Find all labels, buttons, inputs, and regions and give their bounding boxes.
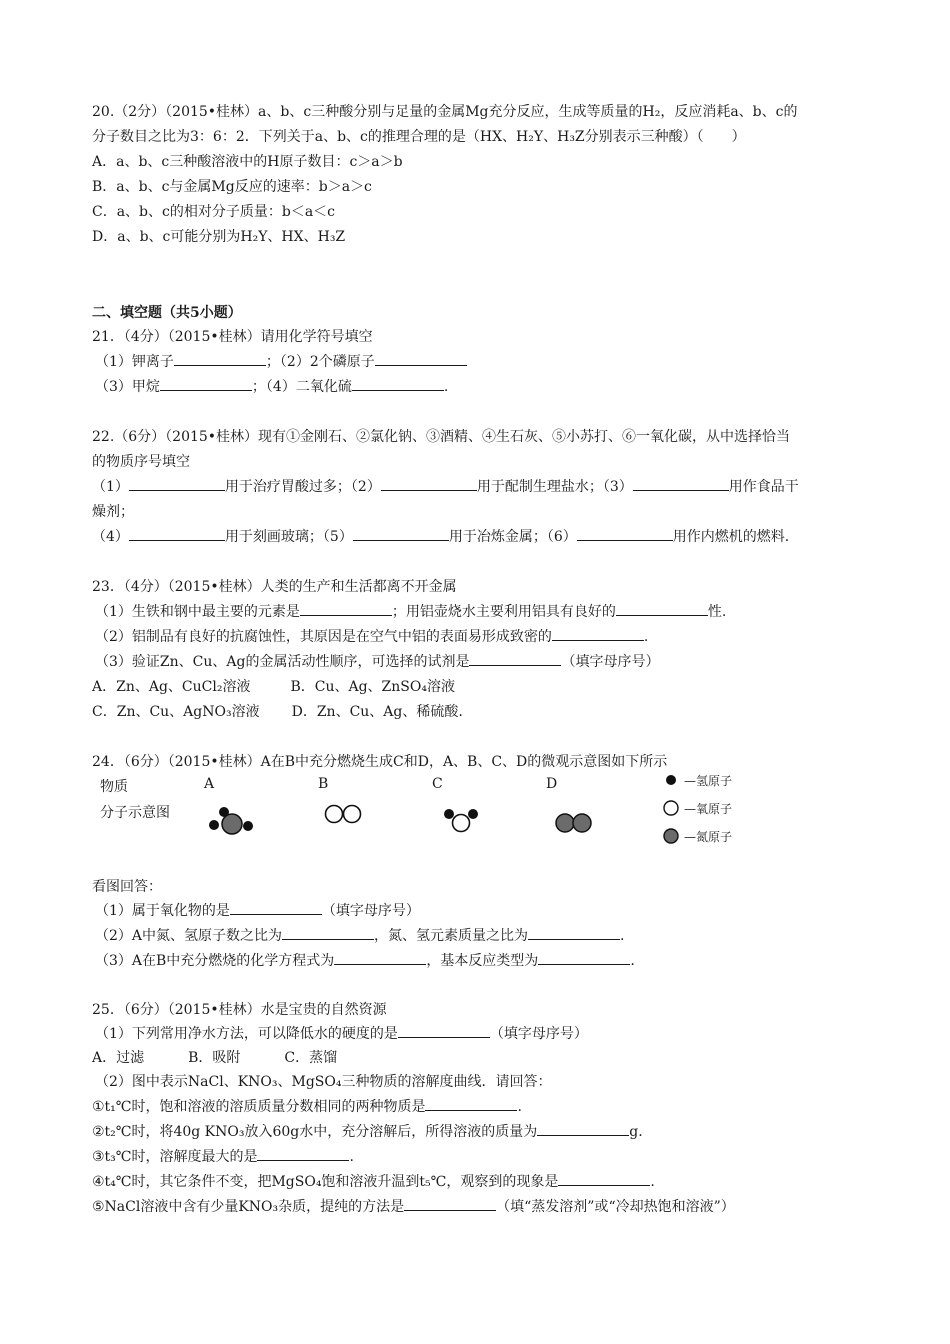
q25-s1a: ①t₁℃时，饱和溶液的溶质质量分数相同的两种物质是 <box>92 1099 426 1115</box>
q25-s5b: （填“蒸发溶剂”或“冷却热饱和溶液”） <box>496 1199 735 1215</box>
q22-a1: （1） <box>92 479 129 495</box>
q24-p2c: . <box>620 928 625 944</box>
q22-line-a <box>92 476 799 498</box>
q25-option-a: A．过滤 <box>92 1050 145 1066</box>
q23-p3b: （填字母序号） <box>561 654 660 670</box>
q20-stem-line1: 20.（2分）（2015•桂林）a、b、c三种酸分别与足量的金属Mg充分反应，生成等质量的H₂，反应消耗a、b、c的 <box>92 104 798 120</box>
q25-blank-4[interactable] <box>257 1146 349 1161</box>
q23-blank-3[interactable] <box>552 626 644 641</box>
q21-blank-4[interactable] <box>352 376 444 391</box>
q21-blank-3[interactable] <box>160 376 252 391</box>
q23-option-a: A．Zn、Ag、CuCl₂溶液 <box>92 679 251 695</box>
q25-sub5 <box>92 1196 735 1218</box>
molecule-b-o2 <box>326 806 361 823</box>
q22-b2: 用于刻画玻璃；（5） <box>224 529 353 545</box>
q23-option-c: C．Zn、Cu、AgNO₃溶液 <box>92 704 260 720</box>
q21-line1 <box>95 351 467 373</box>
q24-blank-4[interactable] <box>334 950 426 965</box>
q20-stem-line2: 分子数目之比为3：6：2．下列关于a、b、c的推理合理的是（HX、H₂Y、H₃Z分别表示三种酸）（ ） <box>92 129 746 145</box>
label-b: B <box>318 776 329 792</box>
q24-line2 <box>95 925 624 947</box>
q22-a3: 用于配制生理盐水；（3） <box>476 479 633 495</box>
q22-line-b <box>92 526 789 548</box>
q22-blank-2[interactable] <box>381 476 477 491</box>
q23-blank-2[interactable] <box>616 601 708 616</box>
q25-stem: 25．（6分）（2015•桂林）水是宝贵的自然资源 <box>92 1002 387 1018</box>
q22-b1: （4） <box>92 529 129 545</box>
q24-stem: 24．（6分）（2015•桂林）A在B中充分燃烧生成C和D，A、B、C、D的微观示意图如下所示 <box>92 754 668 770</box>
molecule-shapes <box>100 776 620 846</box>
q25-options <box>92 1047 337 1069</box>
hydrogen-atom-icon <box>666 775 676 785</box>
q24-p1b: （填字母序号） <box>321 903 420 919</box>
q25-sub2 <box>92 1121 643 1143</box>
q22-a4: 用作食品干 <box>728 479 799 495</box>
q25-blank-1[interactable] <box>398 1023 490 1038</box>
q23-option-b: B．Cu、Ag、ZnSO₄溶液 <box>290 679 455 695</box>
nitrogen-atom-icon <box>664 829 678 843</box>
q25-s1b: . <box>517 1099 522 1115</box>
q21-p1-label: （1）钾离子 <box>95 354 174 370</box>
q23-line3 <box>95 651 659 673</box>
q25-s2b: g. <box>629 1124 643 1140</box>
q25-s2a: ②t₂℃时，将40g KNO₃放入60g水中，充分溶解后，所得溶液的质量为 <box>92 1124 538 1140</box>
molecule-a-nh3 <box>209 807 253 834</box>
q25-sub3 <box>92 1146 354 1168</box>
q24-blank-3[interactable] <box>528 925 620 940</box>
legend-hydrogen: —氢原子 <box>684 774 733 788</box>
q22-blank-6[interactable] <box>577 526 673 541</box>
q25-s3a: ③t₃℃时，溶解度最大的是 <box>92 1149 258 1165</box>
q25-blank-5[interactable] <box>558 1171 650 1186</box>
q20-option-d: D．a、b、c可能分别为H₂Y、HX、H₃Z <box>92 229 346 245</box>
q23-stem: 23．（4分）（2015•桂林）人类的生产和生活都离不开金属 <box>92 579 457 595</box>
q21-blank-1[interactable] <box>174 351 266 366</box>
q22-blank-1[interactable] <box>129 476 225 491</box>
q24-blank-5[interactable] <box>538 950 630 965</box>
q23-blank-4[interactable] <box>469 651 561 666</box>
section-title: 二、填空题（共5小题） <box>92 305 242 321</box>
q25-p1b: （填字母序号） <box>489 1026 588 1042</box>
legend-swatches <box>662 770 684 860</box>
molecule-c-h2o <box>444 809 478 832</box>
q24-line1 <box>95 900 420 922</box>
q25-sub1 <box>92 1096 522 1118</box>
q22-stem-line1: 22.（6分）（2015•桂林）现有①金刚石、②氯化钠、③酒精、④生石灰、⑤小苏打、⑥一氧化碳，从中选择恰当 <box>92 429 791 445</box>
q21-p2-end: . <box>443 379 449 395</box>
q25-s3b: . <box>349 1149 354 1165</box>
q25-part2: （2）图中表示NaCl、KNO₃、MgSO₄三种物质的溶解度曲线．请回答： <box>95 1074 552 1090</box>
q25-s5a: ⑤NaCl溶液中含有少量KNO₃杂质，提纯的方法是 <box>92 1199 405 1215</box>
q24-p1a: （1）属于氧化物的是 <box>95 903 230 919</box>
q20-option-c: C．a、b、c的相对分子质量：b＜a＜c <box>92 204 336 220</box>
q25-s4a: ④t₄℃时，其它条件不变，把MgSO₄饱和溶液升温到t₅℃，观察到的现象是 <box>92 1174 559 1190</box>
q20-option-a: A．a、b、c三种酸溶液中的H原子数目：c＞a＞b <box>92 154 403 170</box>
q23-line2 <box>95 626 648 648</box>
q23-p1c: 性. <box>707 604 727 620</box>
q25-blank-6[interactable] <box>404 1196 496 1211</box>
label-d: D <box>546 776 558 792</box>
q22-b3: 用于冶炼金属；（6） <box>448 529 577 545</box>
q22-stem-line2: 的物质序号填空 <box>92 454 190 470</box>
legend-oxygen: —氧原子 <box>684 802 733 816</box>
q21-p1b-label: ；（2）2个磷原子 <box>265 354 375 370</box>
q23-option-d: D．Zn、Cu、Ag、稀硫酸. <box>291 704 463 720</box>
q25-blank-2[interactable] <box>425 1096 517 1111</box>
q22-a2: 用于治疗胃酸过多；（2） <box>224 479 381 495</box>
label-a: A <box>204 776 215 792</box>
q23-p2a: （2）铝制品有良好的抗腐蚀性，其原因是在空气中铝的表面易形成致密的 <box>95 629 552 645</box>
q25-line1 <box>95 1023 588 1045</box>
q24-p3b: ，基本反应类型为 <box>426 953 539 969</box>
q25-blank-3[interactable] <box>537 1121 629 1136</box>
q24-blank-1[interactable] <box>230 900 322 915</box>
q25-s4b: . <box>650 1174 655 1190</box>
q24-p3c: . <box>630 953 635 969</box>
legend-nitrogen: —氮原子 <box>684 830 733 844</box>
q23-blank-1[interactable] <box>300 601 392 616</box>
q23-p2b: . <box>643 629 649 645</box>
row-label-substance: 物质 <box>100 779 128 795</box>
q22-blank-4[interactable] <box>129 526 225 541</box>
q23-options-cd <box>92 701 463 723</box>
q21-p2-label: （3）甲烷 <box>95 379 160 395</box>
atom-legend <box>662 770 782 860</box>
q22-blank-3[interactable] <box>633 476 729 491</box>
q24-blank-2[interactable] <box>282 925 374 940</box>
q24-p2a: （2）A中氮、氢原子数之比为 <box>95 928 283 944</box>
oxygen-atom-icon <box>664 801 678 815</box>
q23-options-ab <box>92 676 455 698</box>
q25-sub4 <box>92 1171 655 1193</box>
q21-blank-2[interactable] <box>375 351 467 366</box>
q23-p1a: （1）生铁和钢中最主要的元素是 <box>95 604 300 620</box>
q23-p3a: （3）验证Zn、Cu、Ag的金属活动性顺序，可选择的试剂是 <box>95 654 470 670</box>
q20-option-b: B．a、b、c与金属Mg反应的速率：b＞a＞c <box>92 179 372 195</box>
q23-p1b: ；用铝壶烧水主要利用铝具有良好的 <box>391 604 616 620</box>
q21-p2b-label: ；（4）二氧化硫 <box>251 379 352 395</box>
q25-option-c: C．蒸馏 <box>284 1050 338 1066</box>
q24-p3a: （3）A在B中充分燃烧的化学方程式为 <box>95 953 335 969</box>
q22-b4: 用作内燃机的燃料. <box>672 529 790 545</box>
q23-line1 <box>95 601 726 623</box>
q25-p1a: （1）下列常用净水方法，可以降低水的硬度的是 <box>95 1026 398 1042</box>
q21-stem: 21．（4分）（2015•桂林）请用化学符号填空 <box>92 329 373 345</box>
q22-line-a-cont: 燥剂； <box>92 504 134 520</box>
row-label-diagram: 分子示意图 <box>100 805 170 821</box>
q25-option-b: B．吸附 <box>188 1050 241 1066</box>
q22-blank-5[interactable] <box>353 526 449 541</box>
q24-p2b: ，氮、氢元素质量之比为 <box>374 928 529 944</box>
q24-look: 看图回答： <box>92 879 162 895</box>
molecule-d-n2 <box>556 814 591 832</box>
q21-line2 <box>95 376 448 398</box>
label-c: C <box>432 776 443 792</box>
q24-line3 <box>95 950 635 972</box>
